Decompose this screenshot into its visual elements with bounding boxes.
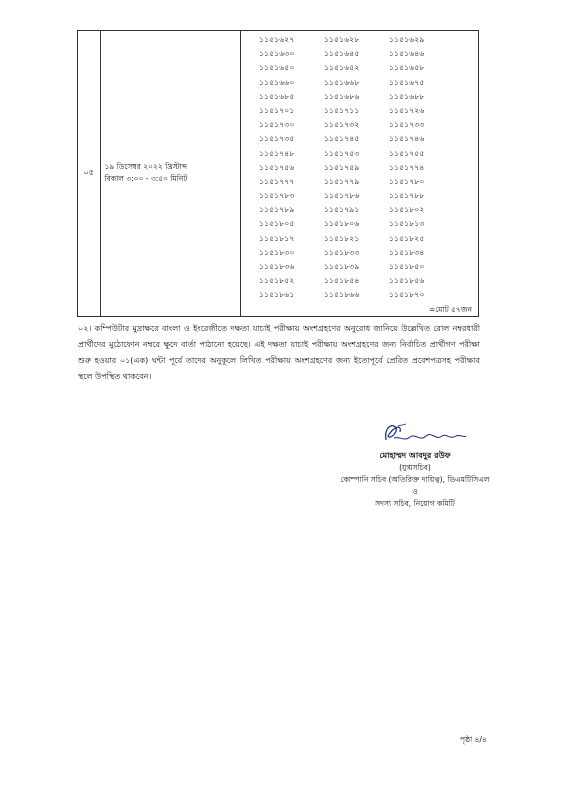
roll-number: ১১৫১৭৪৫ bbox=[323, 134, 360, 144]
roll-number: ১১৫১৮৩৯ bbox=[323, 262, 360, 271]
roll-number: ১১৫১৭৪৬ bbox=[388, 134, 425, 144]
roll-number: ১১৫১৬৮৮ bbox=[388, 91, 425, 101]
roll-number: ১১৫১৬২৯ bbox=[388, 35, 425, 44]
roll-number: ১১৫১৭৮০ bbox=[388, 176, 425, 186]
roll-number: ১১৫১৬৫২ bbox=[323, 63, 360, 73]
roll-number: ১১৫১৮৫৬ bbox=[388, 276, 425, 286]
roll-number: ১১৫১৬৪৬ bbox=[388, 49, 425, 59]
roll-number: ১১৫১৬৩০ bbox=[258, 49, 295, 59]
roll-table bbox=[77, 30, 479, 317]
roll-number: ১১৫১৮১৩ bbox=[388, 219, 425, 229]
roll-number: ১১৫১৭৭৭ bbox=[258, 176, 295, 186]
datetime-cell bbox=[100, 31, 240, 317]
roll-number: ১১৫১৮৩৬ bbox=[258, 262, 295, 271]
roll-number: ১১৫১৮০৬ bbox=[323, 219, 360, 229]
roll-number: ১১৫১৮৫০ bbox=[388, 262, 425, 271]
roll-number: ১১৫১৭৫৫ bbox=[388, 148, 425, 158]
roll-number: ১১৫১৮৫৪ bbox=[323, 276, 360, 286]
signature-block bbox=[330, 450, 500, 510]
roll-number: ১১৫১৭৫৬ bbox=[258, 162, 295, 172]
roll-number: ১১৫১৬৫০ bbox=[258, 63, 295, 73]
table-row bbox=[78, 31, 479, 317]
roll-number: ১১৫১৮০৫ bbox=[258, 219, 295, 229]
handwritten-signature bbox=[380, 418, 470, 450]
roll-number: ১১৫১৬৮৫ bbox=[258, 91, 295, 101]
roll-number: ১১৫১৭০১ bbox=[258, 105, 295, 115]
roll-numbers-cell bbox=[240, 31, 478, 317]
roll-number: ১১৫১৬২৭ bbox=[258, 35, 295, 44]
roll-number: ১১৫১৬৫৮ bbox=[388, 63, 425, 73]
roll-number: ১১৫১৮৩৩ bbox=[323, 247, 360, 257]
roll-number: ১১৫১৭১১ bbox=[323, 105, 360, 115]
roll-number: ১১৫১৭৩৫ bbox=[258, 134, 295, 144]
roll-number: ১১৫১৭৮৬ bbox=[323, 191, 360, 201]
roll-number: ১১৫১৮৩০ bbox=[258, 247, 295, 257]
roll-number: ১১৫১৬৬০ bbox=[258, 77, 295, 87]
roll-number: ১১৫১৬২৮ bbox=[323, 35, 360, 44]
signatory-role: সদস্য সচিব, নিয়োগ কমিটি bbox=[375, 499, 455, 508]
roll-number: ১১৫১৮৩৪ bbox=[388, 247, 425, 257]
roll-number: ১১৫১৭২৬ bbox=[388, 105, 425, 115]
serial-cell: ০৫ bbox=[78, 31, 101, 317]
signatory-rank: (যুগ্মসচিব) bbox=[399, 463, 431, 472]
roll-number: ১১৫১৮১৭ bbox=[258, 233, 295, 243]
total-count: =মোট ৫৭জন bbox=[428, 304, 472, 314]
roll-number: ১১৫১৬৮৬ bbox=[323, 91, 360, 101]
roll-number: ১১৫১৬৬৮ bbox=[323, 77, 360, 87]
roll-number: ১১৫১৭৩২ bbox=[323, 120, 360, 130]
roll-number: ১১৫১৭৩৩ bbox=[388, 120, 425, 130]
roll-number: ১১৫১৭৪৮ bbox=[258, 148, 295, 158]
roll-number: ১১৫১৭৯১ bbox=[323, 205, 360, 215]
signatory-name: মোহাম্মদ আবদুর রউফ bbox=[379, 451, 451, 460]
roll-number: ১১৫১৮৬৬ bbox=[323, 290, 360, 300]
roll-number: ১১৫১৭৮৯ bbox=[258, 205, 295, 215]
roll-number: ১১৫১৭৭৪ bbox=[388, 162, 425, 172]
roll-number: ১১৫১৬৪৫ bbox=[323, 49, 360, 59]
roll-number: ১১৫১৬৭৫ bbox=[388, 77, 425, 87]
roll-number: ১১৫১৭৮৩ bbox=[258, 191, 295, 201]
roll-number: ১১৫১৭৭৯ bbox=[323, 176, 360, 186]
exam-date: ১৯ ডিসেম্বর ২০২২ খ্রিস্টাব্দ bbox=[104, 162, 188, 172]
roll-number: ১১৫১৭৮৮ bbox=[388, 191, 425, 201]
roll-number: ১১৫১৮৬১ bbox=[258, 290, 295, 300]
roll-number: ১১৫১৭৫৩ bbox=[323, 148, 360, 158]
roll-number: ১১৫১৮০২ bbox=[388, 205, 425, 215]
signatory-title: কোম্পানি সচিব (অতিরিক্ত দায়িত্ব), ডিএমটিসিএল bbox=[340, 475, 490, 484]
roll-number: ১১৫১৮৭০ bbox=[388, 290, 425, 300]
signatory-conjunction: ও bbox=[412, 487, 418, 496]
roll-number: ১১৫১৮২১ bbox=[323, 233, 360, 243]
roll-number: ১১৫১৮৫২ bbox=[258, 276, 295, 286]
exam-time: বিকাল ৩:০০ - ৩:৫০ মিনিট bbox=[104, 174, 188, 184]
roll-number: ১১৫১৭৩০ bbox=[258, 120, 295, 130]
roll-number-grid bbox=[241, 33, 478, 303]
instruction-paragraph: ০২। কম্পিউটার মুদ্রাক্ষরে বাংলা ও ইংরেজীতে দক্ষতা যাচাই পরীক্ষায় অংশগ্রহণের অনুরোধ জানিয়ে উল্লেখিত রোল নম্বরধারী প্রার্থীদের মুঠোফোন নম্বরে ক্ষুদে বার্তা পাঠানো হয়েছে। এই দক্ষতা যাচাই পরীক্ষায় অংশগ্রহণের জন্য নির্বাচিত প্রার্থীগণ পরীক্ষা শুরু হওয়ার ০১(এক) ঘন্টা পূর্বে তাদের অনুকূলে লিখিত পরীক্ষায় অংশগ্রহণের জন্য ইতোপূর্বে প্রেরিত প্রবেশপত্রসহ পরীক্ষার স্থলে উপস্থিত থাকবেন। bbox=[78, 324, 480, 381]
roll-number: ১১৫১৮২৫ bbox=[388, 233, 425, 243]
page-number: পৃষ্ঠা ৪/৪ bbox=[460, 735, 487, 744]
roll-number: ১১৫১৭৫৯ bbox=[323, 162, 360, 172]
